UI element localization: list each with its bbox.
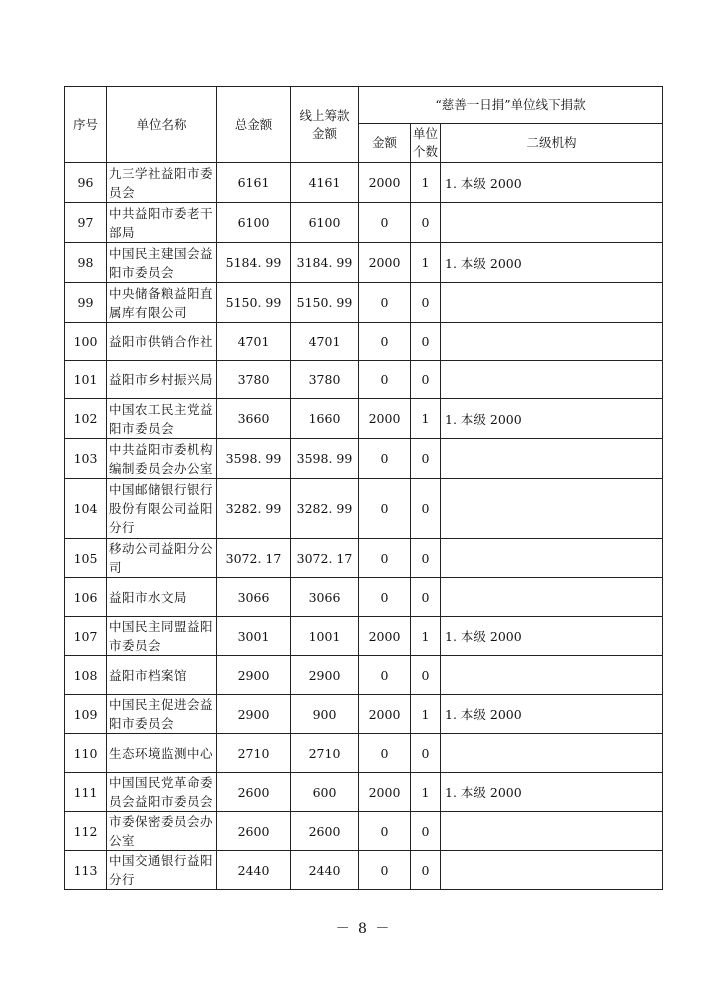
cell-unit-count: 1 bbox=[411, 773, 441, 812]
header-offline-group: “慈善一日捐”单位线下捐款 bbox=[359, 87, 663, 124]
cell-unit-name: 中共益阳市委老干部局 bbox=[107, 203, 217, 243]
table-row bbox=[65, 617, 663, 656]
header-offline-amount: 金额 bbox=[359, 124, 411, 163]
table-row bbox=[65, 203, 663, 243]
cell-seq: 112 bbox=[65, 812, 107, 851]
cell-total-amount: 2440 bbox=[217, 851, 291, 890]
cell-total-amount: 2710 bbox=[217, 734, 291, 773]
cell-secondary-org: 1. 本级 2000 bbox=[441, 617, 663, 656]
cell-online-amount: 6100 bbox=[291, 203, 359, 243]
cell-offline-amount: 0 bbox=[359, 203, 411, 243]
cell-online-amount: 1001 bbox=[291, 617, 359, 656]
cell-online-amount: 2440 bbox=[291, 851, 359, 890]
table-row bbox=[65, 361, 663, 399]
cell-unit-count: 1 bbox=[411, 617, 441, 656]
cell-secondary-org bbox=[441, 283, 663, 323]
cell-unit-name: 中国民主建国会益阳市委员会 bbox=[107, 243, 217, 283]
cell-unit-count: 0 bbox=[411, 812, 441, 851]
table-row bbox=[65, 812, 663, 851]
cell-unit-name: 生态环境监测中心 bbox=[107, 734, 217, 773]
table-body bbox=[65, 163, 663, 890]
cell-online-amount: 4161 bbox=[291, 163, 359, 203]
cell-secondary-org bbox=[441, 539, 663, 578]
cell-total-amount: 6100 bbox=[217, 203, 291, 243]
cell-offline-amount: 0 bbox=[359, 323, 411, 361]
cell-unit-name: 益阳市档案馆 bbox=[107, 656, 217, 695]
cell-online-amount: 3184. 99 bbox=[291, 243, 359, 283]
cell-unit-count: 1 bbox=[411, 243, 441, 283]
table-row bbox=[65, 851, 663, 890]
page-number: － 8 － bbox=[335, 921, 392, 937]
cell-unit-name: 中共益阳市委机构编制委员会办公室 bbox=[107, 439, 217, 479]
header-unit-name: 单位名称 bbox=[107, 87, 217, 163]
cell-unit-name: 中国国民党革命委员会益阳市委员会 bbox=[107, 773, 217, 812]
cell-seq: 101 bbox=[65, 361, 107, 399]
cell-total-amount: 5184. 99 bbox=[217, 243, 291, 283]
cell-seq: 99 bbox=[65, 283, 107, 323]
cell-unit-count: 0 bbox=[411, 283, 441, 323]
cell-unit-count: 0 bbox=[411, 203, 441, 243]
cell-unit-name: 中央储备粮益阳直属库有限公司 bbox=[107, 283, 217, 323]
cell-offline-amount: 2000 bbox=[359, 617, 411, 656]
header-secondary-org: 二级机构 bbox=[441, 124, 663, 163]
cell-secondary-org bbox=[441, 323, 663, 361]
cell-secondary-org bbox=[441, 578, 663, 617]
cell-secondary-org: 1. 本级 2000 bbox=[441, 773, 663, 812]
cell-total-amount: 4701 bbox=[217, 323, 291, 361]
header-unit-count: 单位个数 bbox=[411, 124, 441, 163]
cell-online-amount: 2600 bbox=[291, 812, 359, 851]
cell-total-amount: 2900 bbox=[217, 695, 291, 734]
cell-online-amount: 3066 bbox=[291, 578, 359, 617]
cell-unit-count: 0 bbox=[411, 439, 441, 479]
table-row bbox=[65, 163, 663, 203]
cell-unit-name: 九三学社益阳市委员会 bbox=[107, 163, 217, 203]
header-total-amount: 总金额 bbox=[217, 87, 291, 163]
cell-unit-count: 0 bbox=[411, 734, 441, 773]
cell-secondary-org bbox=[441, 361, 663, 399]
cell-offline-amount: 0 bbox=[359, 439, 411, 479]
table-header bbox=[65, 87, 663, 163]
cell-total-amount: 6161 bbox=[217, 163, 291, 203]
cell-seq: 102 bbox=[65, 399, 107, 439]
cell-unit-name: 益阳市供销合作社 bbox=[107, 323, 217, 361]
cell-offline-amount: 2000 bbox=[359, 243, 411, 283]
cell-online-amount: 5150. 99 bbox=[291, 283, 359, 323]
cell-seq: 106 bbox=[65, 578, 107, 617]
cell-unit-name: 中国民主促进会益阳市委员会 bbox=[107, 695, 217, 734]
cell-online-amount: 2710 bbox=[291, 734, 359, 773]
cell-unit-count: 1 bbox=[411, 399, 441, 439]
cell-secondary-org: 1. 本级 2000 bbox=[441, 243, 663, 283]
cell-offline-amount: 0 bbox=[359, 734, 411, 773]
cell-unit-name: 移动公司益阳分公司 bbox=[107, 539, 217, 578]
cell-online-amount: 3282. 99 bbox=[291, 479, 359, 539]
cell-secondary-org bbox=[441, 734, 663, 773]
cell-offline-amount: 0 bbox=[359, 851, 411, 890]
cell-unit-name: 市委保密委员会办公室 bbox=[107, 812, 217, 851]
cell-secondary-org bbox=[441, 479, 663, 539]
cell-online-amount: 3598. 99 bbox=[291, 439, 359, 479]
cell-total-amount: 3066 bbox=[217, 578, 291, 617]
header-online-amount: 线上筹款金额 bbox=[291, 87, 359, 163]
cell-offline-amount: 2000 bbox=[359, 773, 411, 812]
cell-total-amount: 3598. 99 bbox=[217, 439, 291, 479]
cell-online-amount: 600 bbox=[291, 773, 359, 812]
cell-online-amount: 3780 bbox=[291, 361, 359, 399]
cell-offline-amount: 0 bbox=[359, 283, 411, 323]
cell-secondary-org: 1. 本级 2000 bbox=[441, 399, 663, 439]
cell-unit-count: 0 bbox=[411, 539, 441, 578]
cell-unit-count: 0 bbox=[411, 361, 441, 399]
cell-seq: 110 bbox=[65, 734, 107, 773]
cell-unit-count: 0 bbox=[411, 656, 441, 695]
cell-offline-amount: 2000 bbox=[359, 399, 411, 439]
table-row bbox=[65, 323, 663, 361]
cell-seq: 96 bbox=[65, 163, 107, 203]
cell-unit-name: 中国民主同盟益阳市委员会 bbox=[107, 617, 217, 656]
cell-offline-amount: 0 bbox=[359, 578, 411, 617]
donation-table bbox=[64, 86, 663, 890]
cell-unit-name: 益阳市水文局 bbox=[107, 578, 217, 617]
cell-total-amount: 3660 bbox=[217, 399, 291, 439]
cell-offline-amount: 0 bbox=[359, 656, 411, 695]
cell-total-amount: 3282. 99 bbox=[217, 479, 291, 539]
cell-total-amount: 5150. 99 bbox=[217, 283, 291, 323]
cell-total-amount: 2600 bbox=[217, 773, 291, 812]
cell-offline-amount: 2000 bbox=[359, 163, 411, 203]
cell-unit-name: 益阳市乡村振兴局 bbox=[107, 361, 217, 399]
cell-seq: 100 bbox=[65, 323, 107, 361]
cell-total-amount: 3780 bbox=[217, 361, 291, 399]
cell-seq: 97 bbox=[65, 203, 107, 243]
cell-offline-amount: 0 bbox=[359, 539, 411, 578]
cell-total-amount: 2600 bbox=[217, 812, 291, 851]
cell-unit-count: 0 bbox=[411, 851, 441, 890]
cell-online-amount: 900 bbox=[291, 695, 359, 734]
cell-secondary-org bbox=[441, 439, 663, 479]
table-row bbox=[65, 695, 663, 734]
cell-seq: 107 bbox=[65, 617, 107, 656]
table-row bbox=[65, 399, 663, 439]
table-row bbox=[65, 243, 663, 283]
table-row bbox=[65, 773, 663, 812]
cell-secondary-org bbox=[441, 851, 663, 890]
cell-seq: 103 bbox=[65, 439, 107, 479]
cell-unit-count: 1 bbox=[411, 695, 441, 734]
cell-secondary-org bbox=[441, 203, 663, 243]
cell-offline-amount: 0 bbox=[359, 812, 411, 851]
cell-online-amount: 3072. 17 bbox=[291, 539, 359, 578]
cell-total-amount: 2900 bbox=[217, 656, 291, 695]
cell-unit-count: 0 bbox=[411, 323, 441, 361]
header-seq: 序号 bbox=[65, 87, 107, 163]
cell-seq: 113 bbox=[65, 851, 107, 890]
cell-seq: 98 bbox=[65, 243, 107, 283]
table-row bbox=[65, 539, 663, 578]
cell-seq: 111 bbox=[65, 773, 107, 812]
cell-unit-count: 0 bbox=[411, 578, 441, 617]
cell-total-amount: 3072. 17 bbox=[217, 539, 291, 578]
cell-online-amount: 4701 bbox=[291, 323, 359, 361]
cell-unit-count: 0 bbox=[411, 479, 441, 539]
cell-unit-name: 中国邮储银行银行股份有限公司益阳分行 bbox=[107, 479, 217, 539]
cell-unit-name: 中国交通银行益阳分行 bbox=[107, 851, 217, 890]
cell-unit-name: 中国农工民主党益阳市委员会 bbox=[107, 399, 217, 439]
table-row bbox=[65, 479, 663, 539]
cell-secondary-org: 1. 本级 2000 bbox=[441, 163, 663, 203]
table-row bbox=[65, 439, 663, 479]
cell-unit-count: 1 bbox=[411, 163, 441, 203]
cell-seq: 104 bbox=[65, 479, 107, 539]
cell-secondary-org: 1. 本级 2000 bbox=[441, 695, 663, 734]
cell-seq: 109 bbox=[65, 695, 107, 734]
cell-online-amount: 2900 bbox=[291, 656, 359, 695]
cell-online-amount: 1660 bbox=[291, 399, 359, 439]
cell-seq: 108 bbox=[65, 656, 107, 695]
cell-secondary-org bbox=[441, 656, 663, 695]
cell-offline-amount: 0 bbox=[359, 361, 411, 399]
table-row bbox=[65, 578, 663, 617]
cell-offline-amount: 2000 bbox=[359, 695, 411, 734]
table-row bbox=[65, 283, 663, 323]
cell-secondary-org bbox=[441, 812, 663, 851]
table-row bbox=[65, 734, 663, 773]
cell-seq: 105 bbox=[65, 539, 107, 578]
cell-offline-amount: 0 bbox=[359, 479, 411, 539]
table-row bbox=[65, 656, 663, 695]
cell-total-amount: 3001 bbox=[217, 617, 291, 656]
